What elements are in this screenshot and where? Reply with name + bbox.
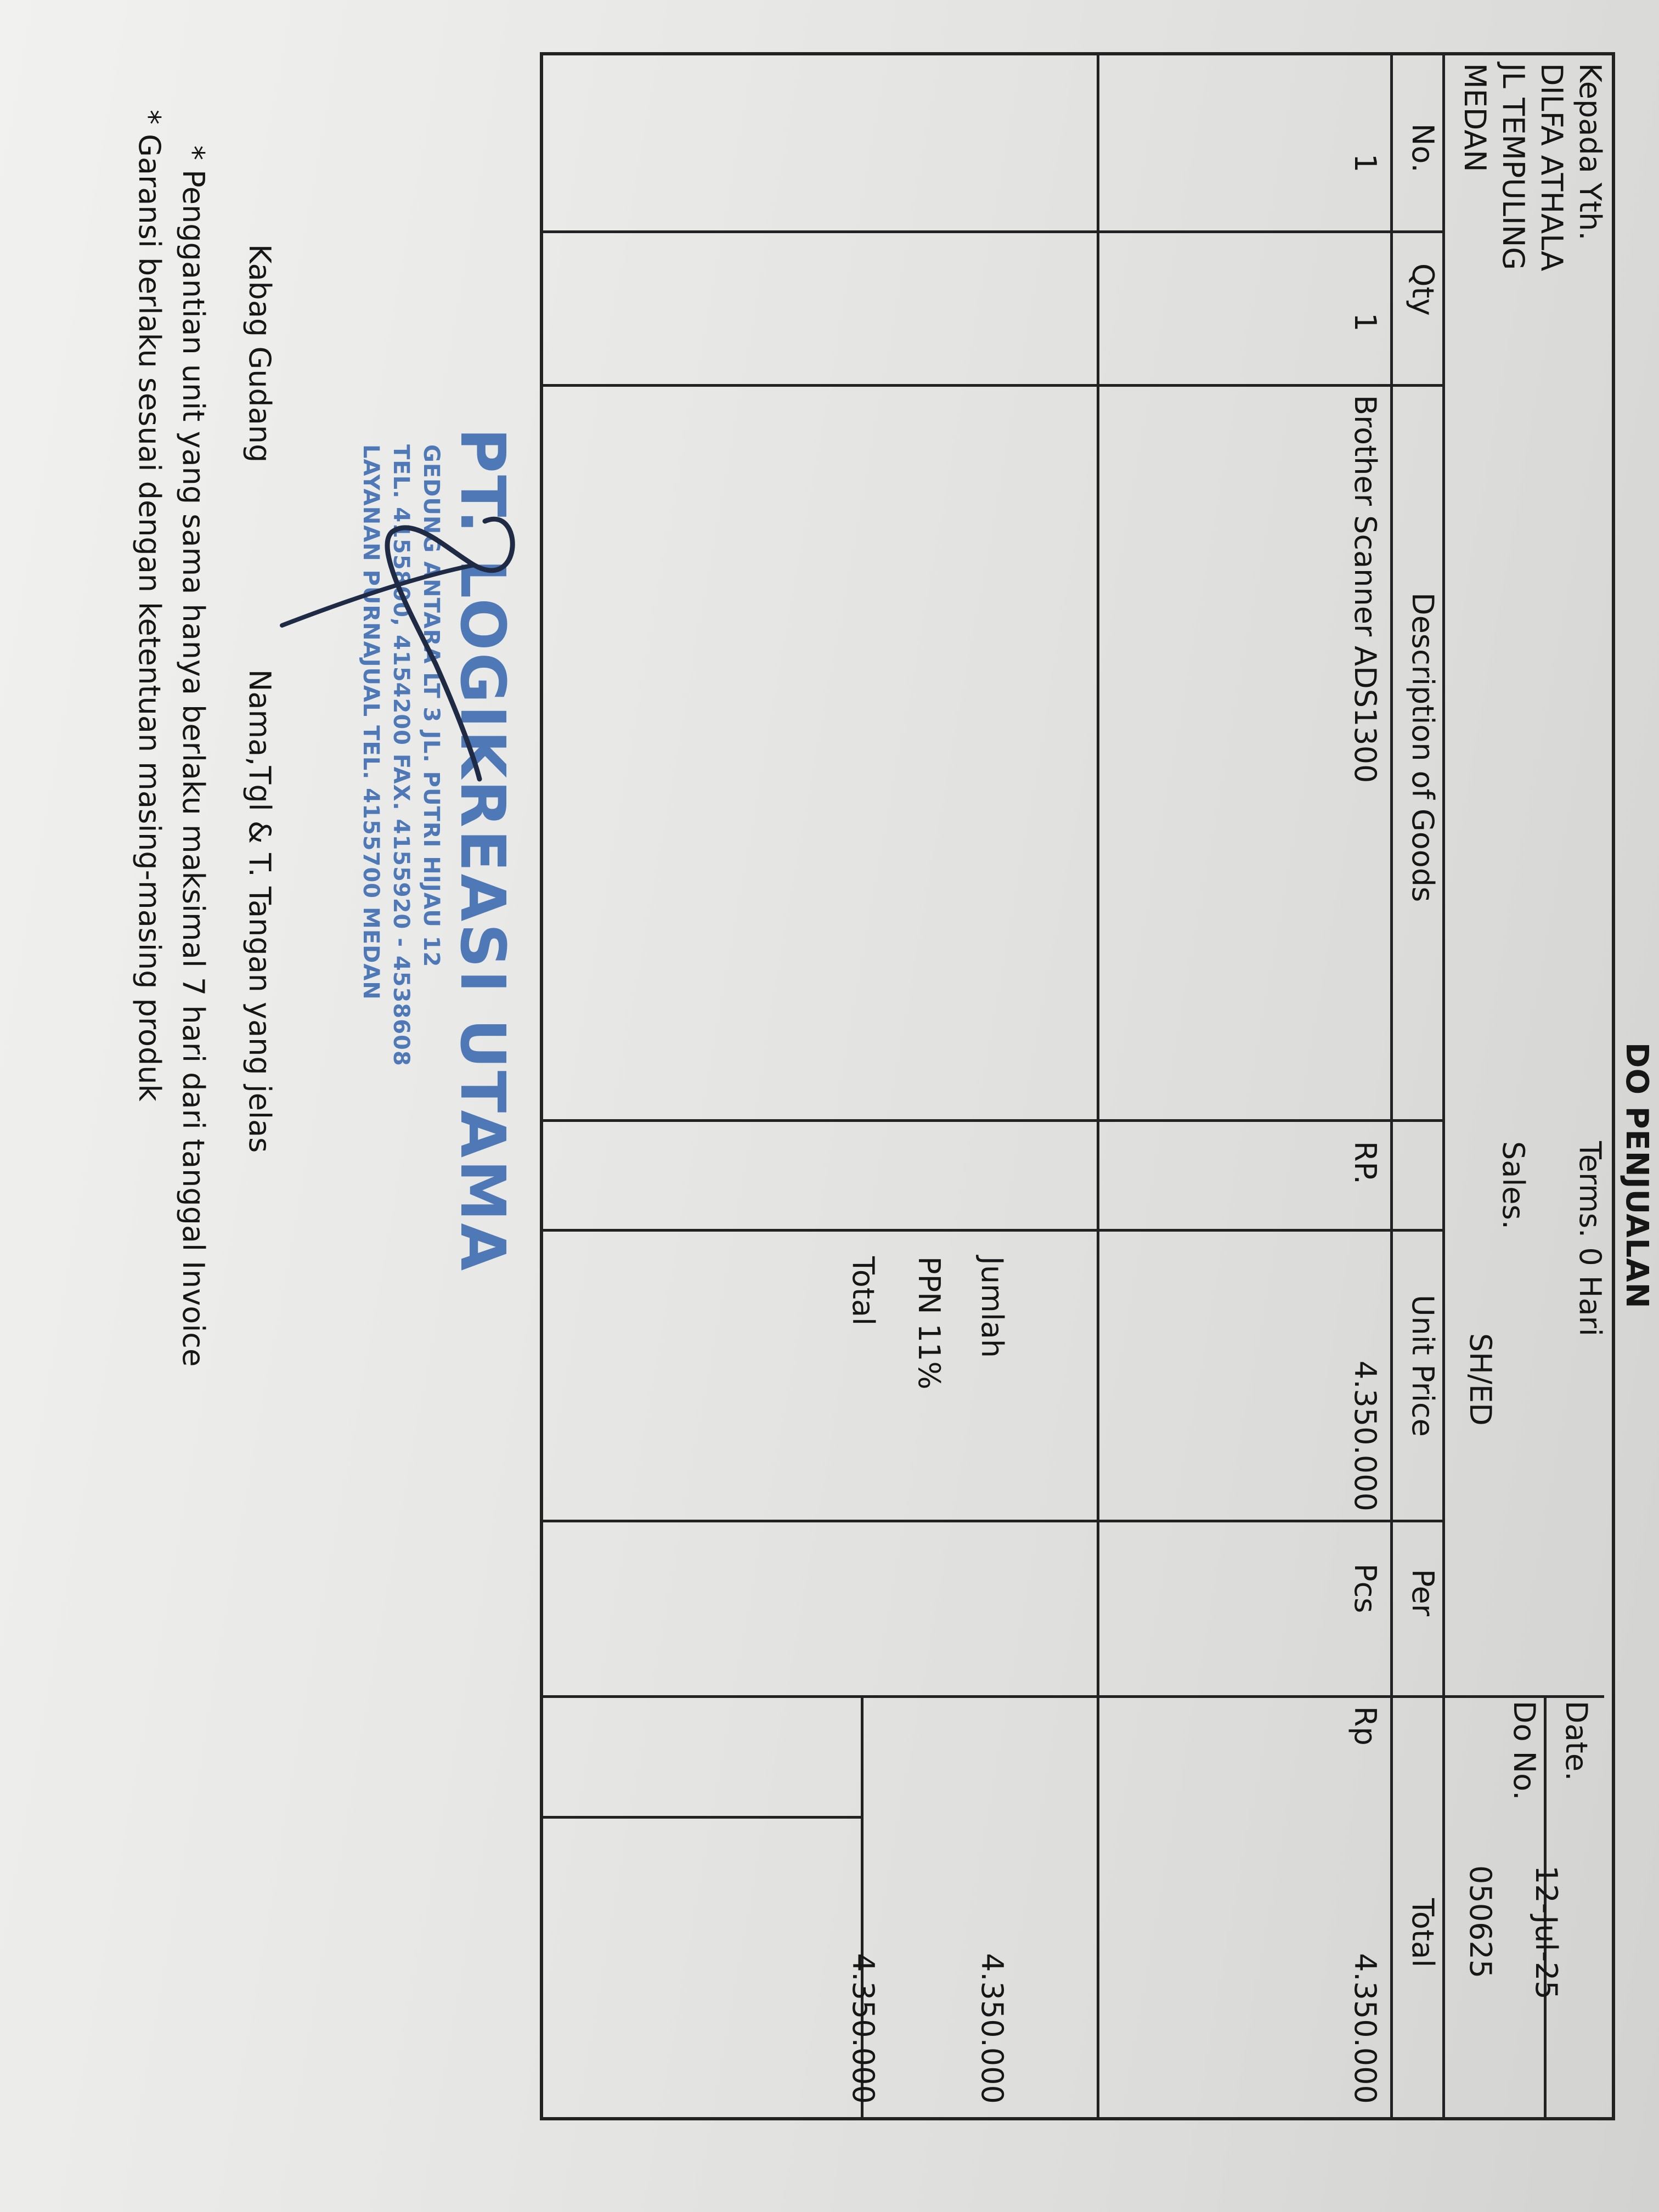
stamp-address-line: GEDUNG ANTARA LT 3 JL. PUTRI HIJAU 12 — [419, 444, 444, 968]
header-no: No. — [1406, 123, 1440, 173]
table-top-rule — [1442, 52, 1445, 2120]
stamp-signatory: Kabag Gudang — [242, 244, 277, 463]
header-qty: Qty — [1406, 263, 1440, 316]
col-divider-total — [540, 1695, 1445, 1698]
col-divider-per — [540, 1520, 1445, 1522]
table-items-rule — [1097, 52, 1099, 2120]
row-unit-price: 4.350.000 — [1348, 1361, 1383, 1511]
header-total: Total — [1406, 1898, 1440, 1968]
recipient-city: MEDAN — [1458, 63, 1492, 172]
col-divider-qty — [540, 384, 1445, 387]
document-frame — [540, 52, 1615, 2120]
row-currency: RP. — [1348, 1141, 1383, 1184]
do-number-value: 050625 — [1463, 1865, 1498, 1979]
row-description: Brother Scanner ADS1300 — [1348, 395, 1383, 783]
handwritten-signature — [260, 483, 518, 790]
row-per: Pcs — [1348, 1564, 1383, 1613]
date-box-left-border — [1445, 1695, 1604, 1698]
terms-text: Terms. 0 Hari — [1573, 1141, 1607, 1336]
stamp-phone-line: TEL. 4155800, 4154200 FAX. 4155920 - 4538608 — [388, 444, 414, 1066]
signature-caption: Nama,Tgl & T. Tangan yang jelas — [242, 669, 277, 1153]
header-unit-price: Unit Price — [1406, 1295, 1440, 1437]
recipient-street: JL TEMPULING — [1496, 63, 1531, 270]
summary-jumlah-label: Jumlah — [975, 1256, 1009, 1358]
col-divider-total-value — [540, 1816, 864, 1819]
footer-note-warranty-text: Garansi berlaku sesuai dengan ketentuan masing-masing produk — [132, 134, 167, 1102]
header-per: Per — [1406, 1569, 1440, 1617]
footer-note-replacement: * Penggantian unit yang sama hanya berlaku maksimal 7 hari dari tanggal Invoice — [176, 145, 211, 1367]
footer-note-warranty: * Garansi berlaku sesuai dengan ketentuan masing-masing produk — [132, 110, 167, 1102]
row-total-currency: Rp — [1348, 1706, 1383, 1746]
recipient-name: DILFA ATHALA — [1534, 63, 1569, 272]
stamp-service-line: LAYANAN PURNAJUAL TEL. 4155700 MEDAN — [358, 444, 383, 1000]
document-title: DO PENJUALAN — [1619, 1042, 1655, 1309]
col-divider-unit-price — [540, 1229, 1445, 1232]
sales-label: Sales. — [1496, 1141, 1531, 1229]
do-number-label: Do No. — [1507, 1701, 1542, 1801]
header-description: Description of Goods — [1406, 592, 1440, 902]
row-qty: 1 — [1348, 313, 1383, 332]
summary-total-label: Total — [846, 1256, 881, 1326]
recipient-heading: Kepada Yth. — [1573, 63, 1607, 241]
row-total: 4.350.000 — [1348, 1953, 1383, 2104]
summary-total-value: 4.350.000 — [846, 1953, 881, 2104]
summary-jumlah-value: 4.350.000 — [975, 1953, 1009, 2104]
footer-note-replacement-text: Penggantian unit yang sama hanya berlaku maksimal 7 hari dari tanggal Invoice — [176, 170, 211, 1367]
table-header-rule — [1390, 52, 1393, 2120]
row-no: 1 — [1348, 154, 1383, 173]
summary-ppn-label: PPN 11% — [912, 1256, 946, 1390]
stamp-company-name: PT. LOGIKREASI UTAMA — [447, 428, 518, 1273]
date-label: Date. — [1559, 1701, 1594, 1781]
col-divider-no — [540, 230, 1445, 233]
sales-code: SH/ED — [1463, 1333, 1498, 1426]
date-value: 12-Jul-25 — [1529, 1865, 1564, 2000]
col-divider-description — [540, 1119, 1445, 1122]
